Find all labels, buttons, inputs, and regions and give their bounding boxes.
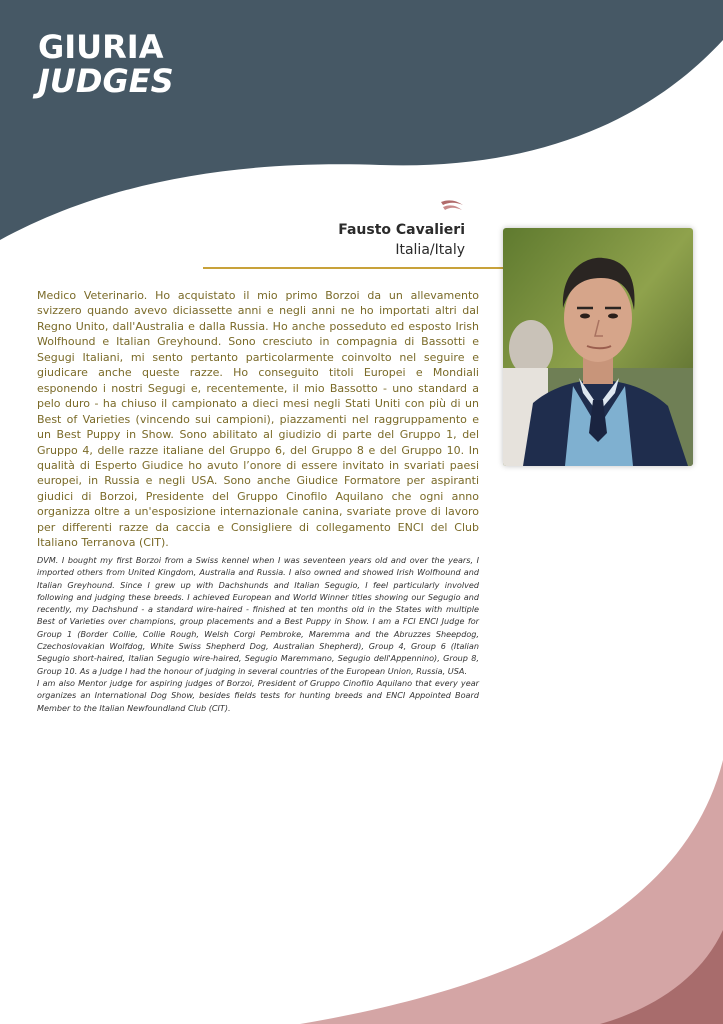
bio-english-paragraph: I am also Mentor judge for aspiring judges of Borzoi, President of Gruppo Cinofilo Aquilano that every year organizes an International Dog Show, besides fields tests for hunting breeds and ENCI Appointed Board Member to the Italian Newfoundland Club (CIT). — [37, 677, 479, 713]
judge-name: Fausto Cavalieri — [338, 222, 465, 238]
gold-divider — [203, 267, 505, 269]
judge-portrait-icon — [503, 228, 693, 466]
judge-photo — [503, 228, 693, 466]
judge-country: Italia/Italy — [395, 242, 465, 258]
footer-wave-light — [300, 760, 723, 1024]
bio-italian: Medico Veterinario. Ho acquistato il mio primo Borzoi da un allevamento svizzero quando avevo diciassette anni e negli anni ne ho importati altri dal Regno Unito, dall'Australia e dalla Russia. Ho anche posseduto ed esposto Irish Wolfhound e Italian Greyhound. Sono cresciuto in compagnia di Bassotti e Segugi Italiani, mi sento pertanto particolarmente coinvolto nel seguire e giudicare anche queste razze. Ho conseguito titoli Europei e Mondiali esponendo i nostri Segugi e, recentemente, il mio Bassotto - uno standard a pelo duro - ha chiuso il campionato a dieci mesi negli Stati Uniti con più di un Best of Varieties (vincendo sui campioni), piazzamenti nel raggruppamento e un Best Puppy in Show. Sono abilitato al giudizio di parte del Gruppo 1, del Gruppo 4, delle razze italiane del Gruppo 6, del Gruppo 8 e del Gruppo 10. In qualità di Esperto Giudice ho avuto l’onore di essere invitato in svariati paesi europei, in Russia e negli USA. Sono anche Giudice Formatore per aspiranti giudici di Borzoi, Presidente del Gruppo Cinofilo Aquilano che ogni anno organizza oltre a un'esposizione internazionale canina, svariate prove di lavoro per differenti razze da caccia e Consigliere di collegamento ENCI del Club Italiano Terranova (CIT). — [37, 289, 479, 550]
title-italian: GIURIA — [38, 28, 164, 66]
logo-mark-icon — [440, 199, 464, 213]
bio-english-paragraph: DVM. I bought my first Borzoi from a Swiss kennel when I was seventeen years old and over the years, I imported others from United Kingdom, Australia and Russia. I also owned and showed Irish Wolfhound and Italian Greyhound. Since I grew up with Dachshunds and Italian Segugio, I feel particularly involved following and judging these breeds. I achieved European and World Winner titles showing our Segugio and recently, my Dachshund - a standard wire-haired - finished at ten months old in the States with multiple Best of Varieties over champions, group placements and a Best Puppy in Show. I am a FCI ENCI Judge for Group 1 (Border Collie, Collie Rough, Welsh Corgi Pembroke, Maremma and the Abruzzes Sheepdog, Czechoslovakian Wolfdog, White Swiss Shepherd Dog, Australian Shepherd), Group 4, Group 6 (Italian Segugio short-haired, Italian Segugio wire-haired, Segugio Maremmano, Segugio dell'Appennino), Group 8, Group 10. As a Judge I had the honour of judging in several countries of the European Union, Russia, USA. — [37, 555, 479, 676]
title-english: JUDGES — [38, 62, 174, 100]
bio-english — [37, 554, 479, 714]
header-title — [38, 30, 174, 98]
